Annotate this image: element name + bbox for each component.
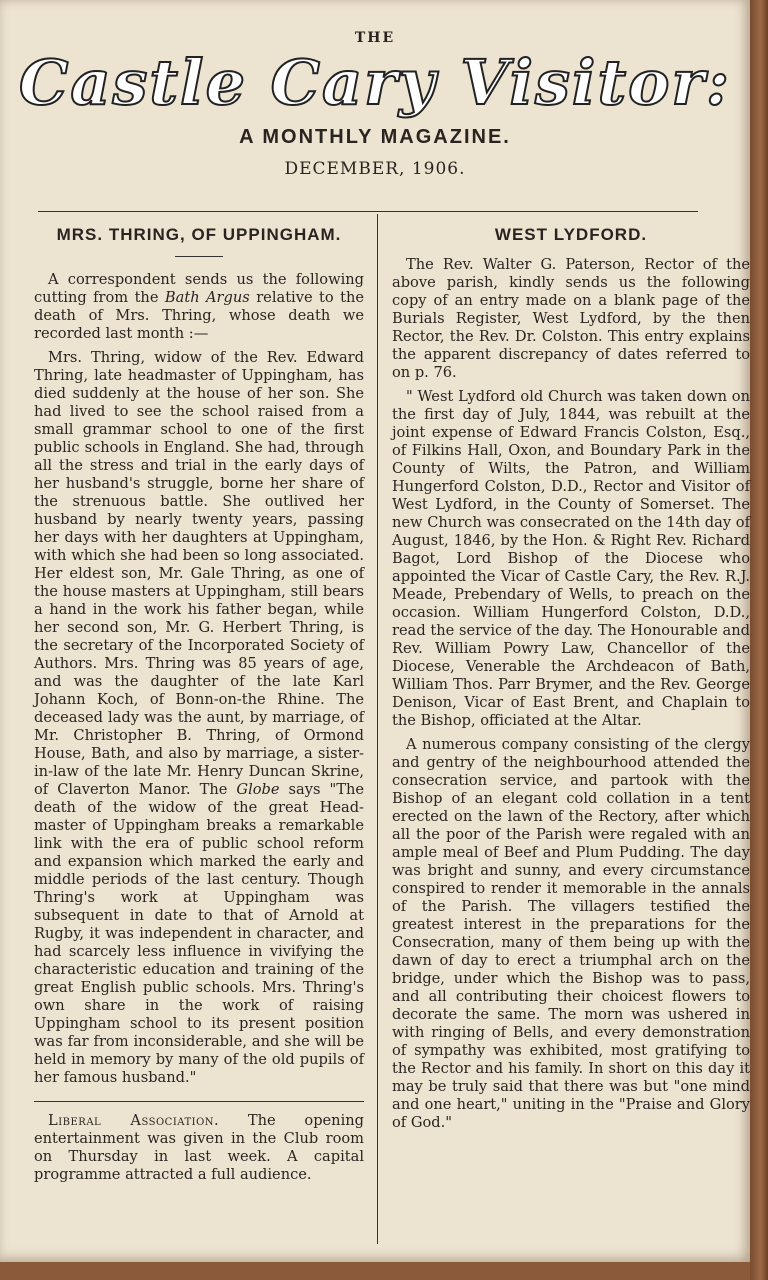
heading-rule [175, 256, 223, 257]
masthead-rule [38, 211, 698, 212]
issue-date: DECEMBER, 1906. [284, 159, 466, 179]
right-column [392, 222, 750, 1138]
article-paragraph: A correspondent sends us the following cutting from the Bath Argus relative to the death of Mrs. Thring, whose death we recorded last month :— [34, 271, 365, 342]
section-rule [34, 1101, 364, 1102]
magazine-subtitle: A MONTHLY MAGAZINE. [239, 126, 511, 148]
left-column [34, 222, 364, 1190]
article-paragraph: " West Lydford old Church was taken down on the first day of July, 1844, was rebuilt at the joint expense of Edward Francis Colston, Esq., of Filkins Hall, Oxon, and Boundary Park in the County of Wilts, the Patron, and William Hungerford Colston, D.D., Rector and Visitor of West Lydford, in the County of Somerset. The new Church was consecrated on the 14th day of August, 1846, by the Hon. & Right Rev. Richard Bagot, Lord Bishop of the Diocese who appointed the Vicar of Castle Cary, the Rev. R.J. Meade, Prebendary of Wells, to preach on the occasion. William Hungerford Colston, D.D., read the service of the day. The Honourable and Rev. William Powry Law, Chancellor of the Diocese, Venerable the Archdeacon of Bath, William Thos. Parr Brymer, and the Rev. George Denison, Vicar of East Brent, and Chaplain to the Bishop, officiated at the Altar. [392, 388, 750, 729]
masthead-the: THE [354, 30, 396, 46]
article-paragraph: Mrs. Thring, widow of the Rev. Edward Thring, late headmaster of Uppingham, has died suddenly at the house of her son. She had lived to see the school raised from a small grammar school to one of the first public schools in England. She had, through all the stress and trial in the early days of her husband's struggle, borne her share of the strenuous battle. She outlived her husband by nearly twenty years, passing her days with her daughters at Uppingham, with which she had been so long associated. Her eldest son, Mr. Gale Thring, as one of the house masters at Uppingham, still bears a hand in the work his father began, while her second son, Mr. G. Herbert Thring, is the secretary of the Incorporated Society of Authors. Mrs. Thring was 85 years of age, and was the daughter of the late Karl Johann Koch, of Bonn-on-the Rhine. The deceased lady was the aunt, by marriage, of Mr. Christopher B. Thring, of Ormond House, Bath, and also by marriage, a sister-in-law of the late Mr. Henry Duncan Skrine, of Claverton Manor. The Globe says "The death of the widow of the great Head-master of Uppingham breaks a remarkable link with the era of public school reform and expansion which marked the early and middle periods of the last century. Though Thring's work at Uppingham was subsequent in date to that of Arnold at Rugby, it was independent in character, and had scarcely less influence in vivifying the characteristic education and training of the great English public schools. Mrs. Thring's own share in the work of raising Uppingham school to its present position was far from inconsiderable, and she will be held in memory by many of the old pupils of her famous husband." [34, 349, 365, 1086]
article-heading-west-lydford: WEST LYDFORD. [494, 225, 648, 244]
liberal-association-notice: Liberal Association. The opening entertainment was given in the Club room on Thursday in last week. A capital programme attracted a full audience. [34, 1112, 364, 1183]
magazine-title: Castle Cary Visitor: [18, 46, 731, 119]
article-heading-thring: MRS. THRING, OF UPPINGHAM. [56, 225, 342, 244]
article-paragraph: A numerous company consisting of the clergy and gentry of the neighbourhood attended the consecration service, and partook with the Bishop of an elegant cold collation in a tent erected on the lawn of the Rectory, after which all the poor of the Parish were regaled with an ample meal of Beef and Plum Pudding. The day was bright and sunny, and every circumstance conspired to render it memorable in the annals of the Parish. The villagers testified the greatest interest in the preparations for the Consecration, many of them being up with the dawn of day to erect a triumphal arch on the bridge, under which the Bishop was to pass, and all contributing their choicest flowers to decorate the same. The morn was ushered in with ringing of Bells, and every demonstration of sympathy was exhibited, most gratifying to the Rector and his family. In short on this day it may be truly said that there was but "one mind and one heart," uniting in the "Praise and Glory of God." [392, 736, 750, 1131]
column-divider [377, 214, 378, 1244]
book-edge [750, 0, 768, 1280]
masthead [0, 30, 750, 179]
article-paragraph: The Rev. Walter G. Paterson, Rector of the above parish, kindly sends us the following copy of an entry made on a blank page of the Burials Register, West Lydford, by the then Rector, the Rev. Dr. Colston. This entry explains the apparent discrepancy of dates referred to on p. 76. [392, 256, 750, 381]
